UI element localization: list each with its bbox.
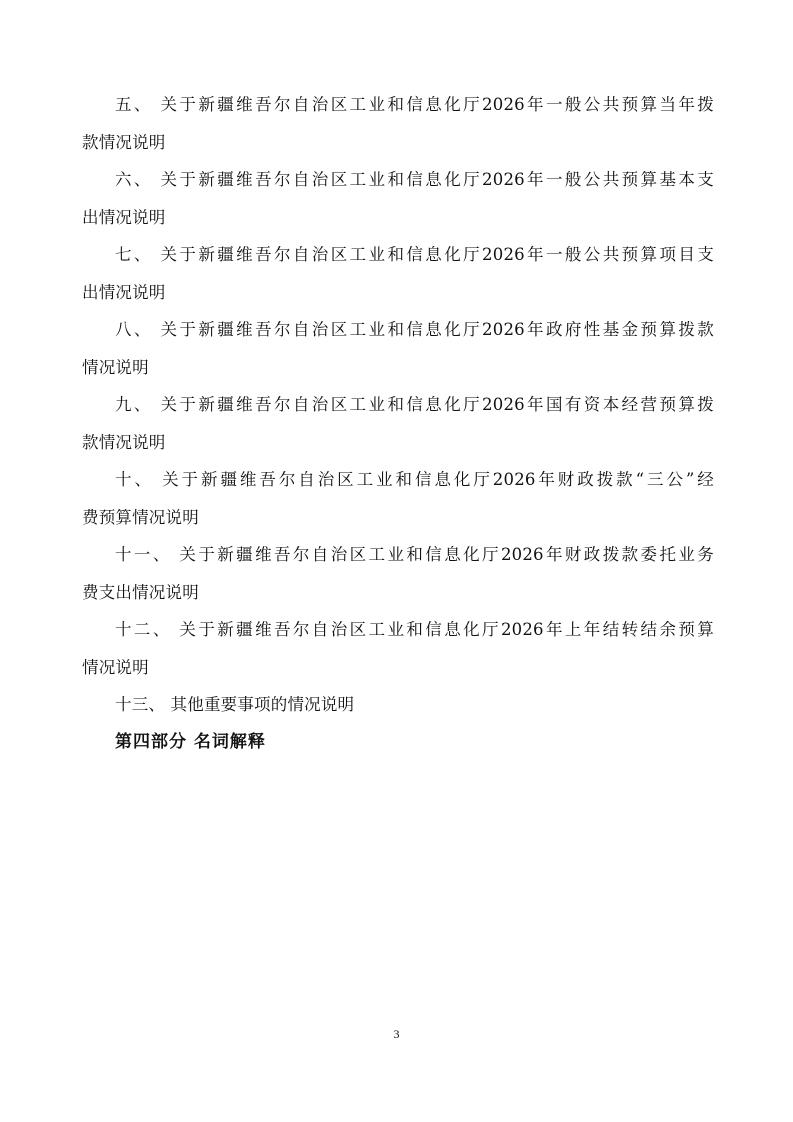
toc-item-11 xyxy=(82,536,714,611)
toc-item-text: 十、 关于新疆维吾尔自治区工业和信息化厅2026年财政拨款“三公”经 xyxy=(115,470,714,489)
toc-item-5 xyxy=(82,86,714,161)
toc-item-text: 七、 关于新疆维吾尔自治区工业和信息化厅2026年一般公共预算项目支 xyxy=(115,245,714,264)
toc-item-9 xyxy=(82,386,714,461)
toc-item-continuation: 费预算情况说明 xyxy=(82,507,199,527)
toc-item-7 xyxy=(82,236,714,311)
toc-item-text: 八、 关于新疆维吾尔自治区工业和信息化厅2026年政府性基金预算拨款 xyxy=(115,320,714,339)
toc-item-continuation: 出情况说明 xyxy=(82,282,166,302)
toc-item-continuation: 情况说明 xyxy=(82,357,149,377)
toc-item-continuation: 款情况说明 xyxy=(82,132,166,152)
toc-item-text: 六、 关于新疆维吾尔自治区工业和信息化厅2026年一般公共预算基本支 xyxy=(115,170,714,189)
toc-item-continuation: 出情况说明 xyxy=(82,207,166,227)
toc-item-text: 十三、 其他重要事项的情况说明 xyxy=(115,695,355,714)
toc-item-text: 九、 关于新疆维吾尔自治区工业和信息化厅2026年国有资本经营预算拨 xyxy=(115,395,714,414)
toc-item-8 xyxy=(82,311,714,386)
toc-item-text: 十一、 关于新疆维吾尔自治区工业和信息化厅2026年财政拨款委托业务 xyxy=(115,545,714,564)
toc-item-text: 五、 关于新疆维吾尔自治区工业和信息化厅2026年一般公共预算当年拨 xyxy=(115,95,714,114)
toc-item-10 xyxy=(82,461,714,536)
toc-item-continuation: 费支出情况说明 xyxy=(82,582,199,602)
table-of-contents xyxy=(82,86,714,761)
toc-item-6 xyxy=(82,161,714,236)
toc-item-12 xyxy=(82,611,714,686)
toc-item-text: 十二、 关于新疆维吾尔自治区工业和信息化厅2026年上年结转结余预算 xyxy=(115,620,714,639)
section-heading: 第四部分 名词解释 xyxy=(115,731,266,752)
toc-item-continuation: 款情况说明 xyxy=(82,432,166,452)
toc-item-continuation: 情况说明 xyxy=(82,657,149,677)
toc-item-13 xyxy=(82,686,714,724)
page-number: 3 xyxy=(393,1027,400,1041)
